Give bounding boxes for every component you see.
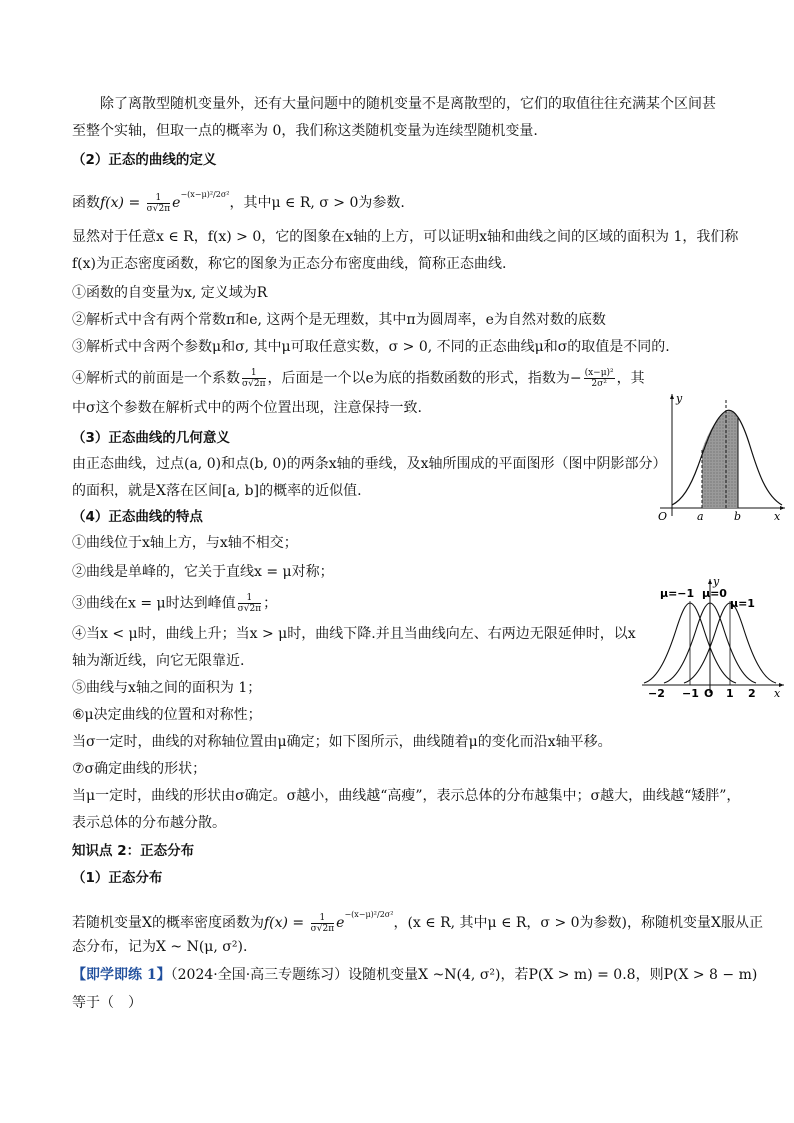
item-2: ②解析式中含有两个常数π和e, 这两个是无理数，其中π为圆周率，e为自然对数的底数 <box>72 312 606 328</box>
feature-6-desc: 当σ一定时，曲线的对称轴位置由μ确定；如下图所示，曲线随着μ的变化而沿x轴平移。 <box>72 734 612 750</box>
section-2-title: （2）正态的曲线的定义 <box>72 152 217 168</box>
feature-4: ④当x < μ时，曲线上升；当x > μ时，曲线下降.并且当曲线向左、右两边无限延伸时，以x <box>72 626 636 642</box>
intro-line-2: 至整个实轴，但取一点的概率为 0，我们称这类随机变量为连续型随机变量. <box>72 123 538 139</box>
item-4-line <box>72 368 645 389</box>
item-4-a: ④解析式的前面是一个系数 <box>72 370 240 387</box>
exercise-line-2: 等于（ ） <box>72 995 142 1011</box>
coef-fraction: $\frac{1}{\sigma√2\pi}$ <box>146 192 171 214</box>
e-base: e <box>172 195 181 211</box>
sec3-para-2: 的面积，就是X落在区间[a, b]的概率的近似值. <box>72 483 362 499</box>
kp2-para-2: 态分布，记为X ~ N(μ, σ²). <box>72 939 248 955</box>
normal-curve-area-figure <box>650 388 790 526</box>
tick-origin: O <box>704 687 714 700</box>
section-4-title: （4）正态曲线的特点 <box>72 509 203 525</box>
fx-label: f(x) = <box>100 195 141 211</box>
fig2-x-label: x <box>774 687 781 700</box>
e-base-2: e <box>336 915 345 931</box>
feature-6: ⑥μ决定曲线的位置和对称性； <box>72 707 262 723</box>
exponent: −(x−μ)²/2σ² <box>180 190 230 199</box>
intro-line-1: 除了离散型随机变量外，还有大量问题中的随机变量不是离散型的，它们的取值往往充满某个区间甚 <box>100 96 716 112</box>
knowledge-point-2-title: 知识点 2：正态分布 <box>72 843 195 859</box>
feature-5: ⑤曲线与x轴之间的面积为 1； <box>72 680 262 696</box>
kp2-para-1-b: ，(x ∈ R, 其中μ ∈ R，σ > 0为参数)，称随机变量X服从正 <box>393 915 763 931</box>
tick-2: 2 <box>748 687 756 700</box>
coef-fraction-3: $\frac{1}{\sigma√2\pi}$ <box>310 912 335 934</box>
tick-1: 1 <box>726 687 734 700</box>
feature-3 <box>72 593 277 614</box>
section-3-title: （3）正态曲线的几何意义 <box>72 430 230 446</box>
fig1-origin: O <box>658 510 668 523</box>
sec2-para-2: f(x)为正态密度函数，称它的图象为正态分布密度曲线，简称正态曲线. <box>72 256 507 272</box>
exponent-2: −(x−μ)²/2σ² <box>344 910 394 919</box>
kp2-subtitle: （1）正态分布 <box>72 870 163 886</box>
kp2-para-1 <box>72 905 763 934</box>
fx-label-2: f(x) = <box>263 915 305 931</box>
exercise-line <box>72 965 757 985</box>
fig2-y-label: y <box>713 575 720 588</box>
feature-4-cont: 轴为渐近线，向它无限靠近. <box>72 653 245 669</box>
feature-7-desc-1: 当μ一定时，曲线的形状由σ确定。σ越小，曲线越“高瘦”，表示总体的分布越集中；σ越大，曲线越“矮胖”， <box>72 788 741 804</box>
item-4-b: ，后面是一个以e为底的指数函数的形式，指数为 <box>267 370 570 387</box>
shaded-region <box>702 411 738 508</box>
minus-sign: − <box>569 370 582 387</box>
peak-fraction: $\frac{1}{\sigma√2\pi}$ <box>237 593 262 614</box>
func-prefix: 函数 <box>72 195 100 211</box>
func-tail: ，其中μ ∈ R, σ > 0为参数. <box>229 195 405 211</box>
tick-minus-1: −1 <box>682 687 699 700</box>
item-4-cont: 中σ这个参数在解析式中的两个位置出现，注意保持一致. <box>72 400 423 416</box>
exercise-tag: 【即学即练 1】 <box>72 967 171 983</box>
tick-minus-2: −2 <box>648 687 665 700</box>
fig1-y-label: y <box>676 392 683 405</box>
exponent-fraction: $\frac{\text{(x−μ)²}}{\text{2σ²}}$ <box>584 368 614 389</box>
sec2-para-1: 显然对于任意x ∈ R，f(x) > 0，它的图象在x轴的上方，可以证明x轴和曲线之间的区域的面积为 1，我们称 <box>72 229 739 245</box>
label-mu-minus-1: μ=−1 <box>660 587 695 600</box>
feature-7-desc-2: 表示总体的分布越分散。 <box>72 815 226 831</box>
fig1-b-label: b <box>734 510 742 523</box>
feature-7: ⑦σ确定曲线的形状； <box>72 761 207 777</box>
density-function-line <box>72 185 405 214</box>
feature-3-b: ； <box>263 595 278 612</box>
coef-fraction-2: $\frac{1}{\sigma√2\pi}$ <box>242 368 266 389</box>
item-3: ③解析式中含两个参数μ和σ, 其中μ可取任意实数，σ > 0, 不同的正态曲线μ和σ的取值是不同的. <box>72 339 670 355</box>
sec3-para-1: 由正态曲线，过点(a, 0)和点(b, 0)的两条x轴的垂线，及x轴所围成的平面图形（图中阴影部分） <box>72 456 667 472</box>
feature-1: ①曲线位于x轴上方，与x轴不相交； <box>72 535 298 551</box>
item-4-c: ，其 <box>616 370 645 387</box>
normal-curves-mu-figure <box>638 575 786 700</box>
exercise-text: （2024·全国·高三专题练习）设随机变量X ~N(4, σ²)，若P(X > m) = 0.8，则P(X > 8 − m) <box>170 967 758 983</box>
item-1: ①函数的自变量为x, 定义域为R <box>72 285 268 301</box>
feature-2: ②曲线是单峰的，它关于直线x = μ对称； <box>72 564 334 580</box>
fig1-a-label: a <box>697 510 704 523</box>
label-mu-1: μ=1 <box>730 597 755 610</box>
fig1-x-label: x <box>774 510 781 523</box>
feature-3-a: ③曲线在x = μ时达到峰值 <box>72 595 236 612</box>
label-mu-0: μ=0 <box>702 587 727 600</box>
kp2-para-1-a: 若随机变量X的概率密度函数为 <box>72 915 264 931</box>
